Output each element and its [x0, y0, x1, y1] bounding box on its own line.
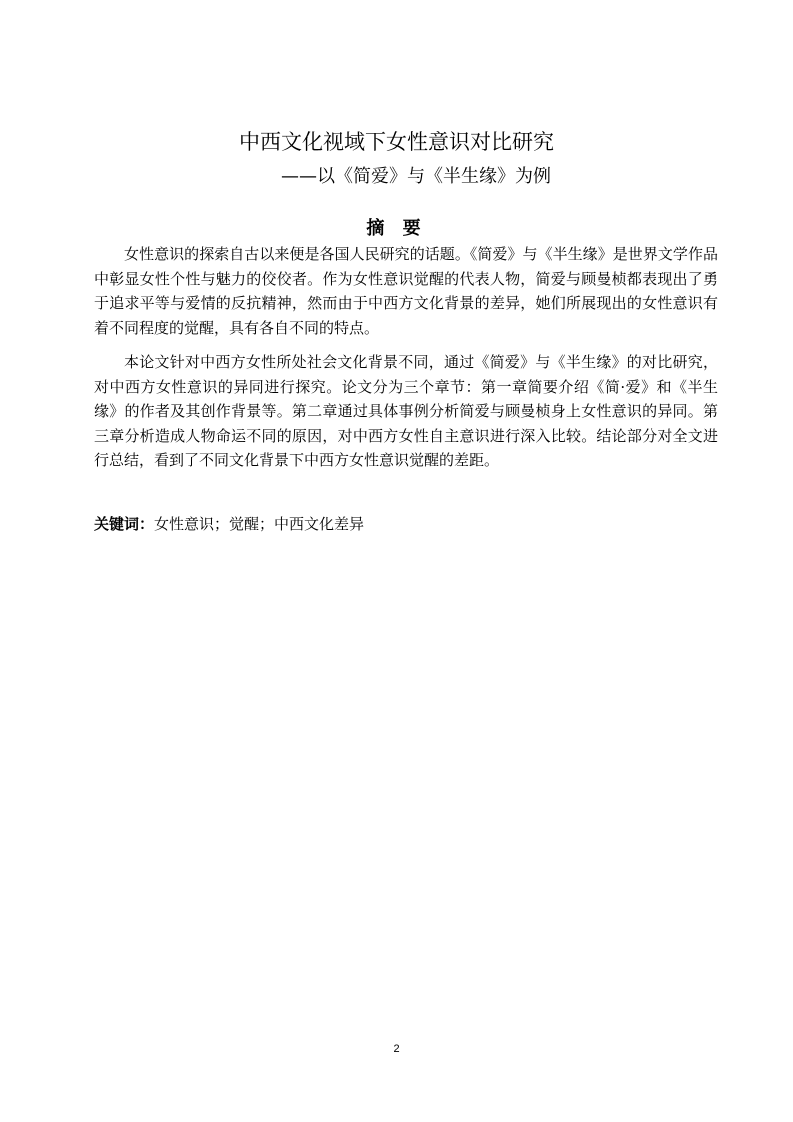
page-subtitle: ——以《简爱》与《半生缘》为例	[281, 166, 551, 187]
abstract-paragraph-2: 本论文针对中西方女性所处社会文化背景不同，通过《简爱》与《半生缘》的对比研究，对中西方女性意识的异同进行探究。论文分为三个章节：第一章简要介绍《简·爱》和《半生缘》的作者及其创作背景等。第二章通过具体事例分析简爱与顾曼桢身上女性意识的异同。第三章分析造成人物命运不同的原因，对中西方女性自主意识进行深入比较。结论部分对全文进行总结，看到了不同文化背景下中西方女性意识觉醒的差距。	[94, 353, 718, 470]
abstract-paragraph-1: 女性意识的探索自古以来便是各国人民研究的话题。《简爱》与《半生缘》是世界文学作品中彰显女性个性与魅力的佼佼者。作为女性意识觉醒的代表人物，简爱与顾曼桢都表现出了勇于追求平等与爱情的反抗精神，然而由于中西方文化背景的差异，她们所展现出的女性意识有着不同程度的觉醒，具有各自不同的特点。	[94, 245, 718, 337]
page-title: 中西文化视域下女性意识对比研究	[239, 130, 554, 154]
keywords-value: 女性意识；觉醒；中西文化差异	[154, 515, 365, 533]
page-number: 2	[393, 1043, 400, 1055]
keywords-label: 关键词：	[94, 515, 155, 533]
abstract-heading: 摘 要	[366, 218, 427, 239]
keywords-line	[94, 512, 364, 536]
